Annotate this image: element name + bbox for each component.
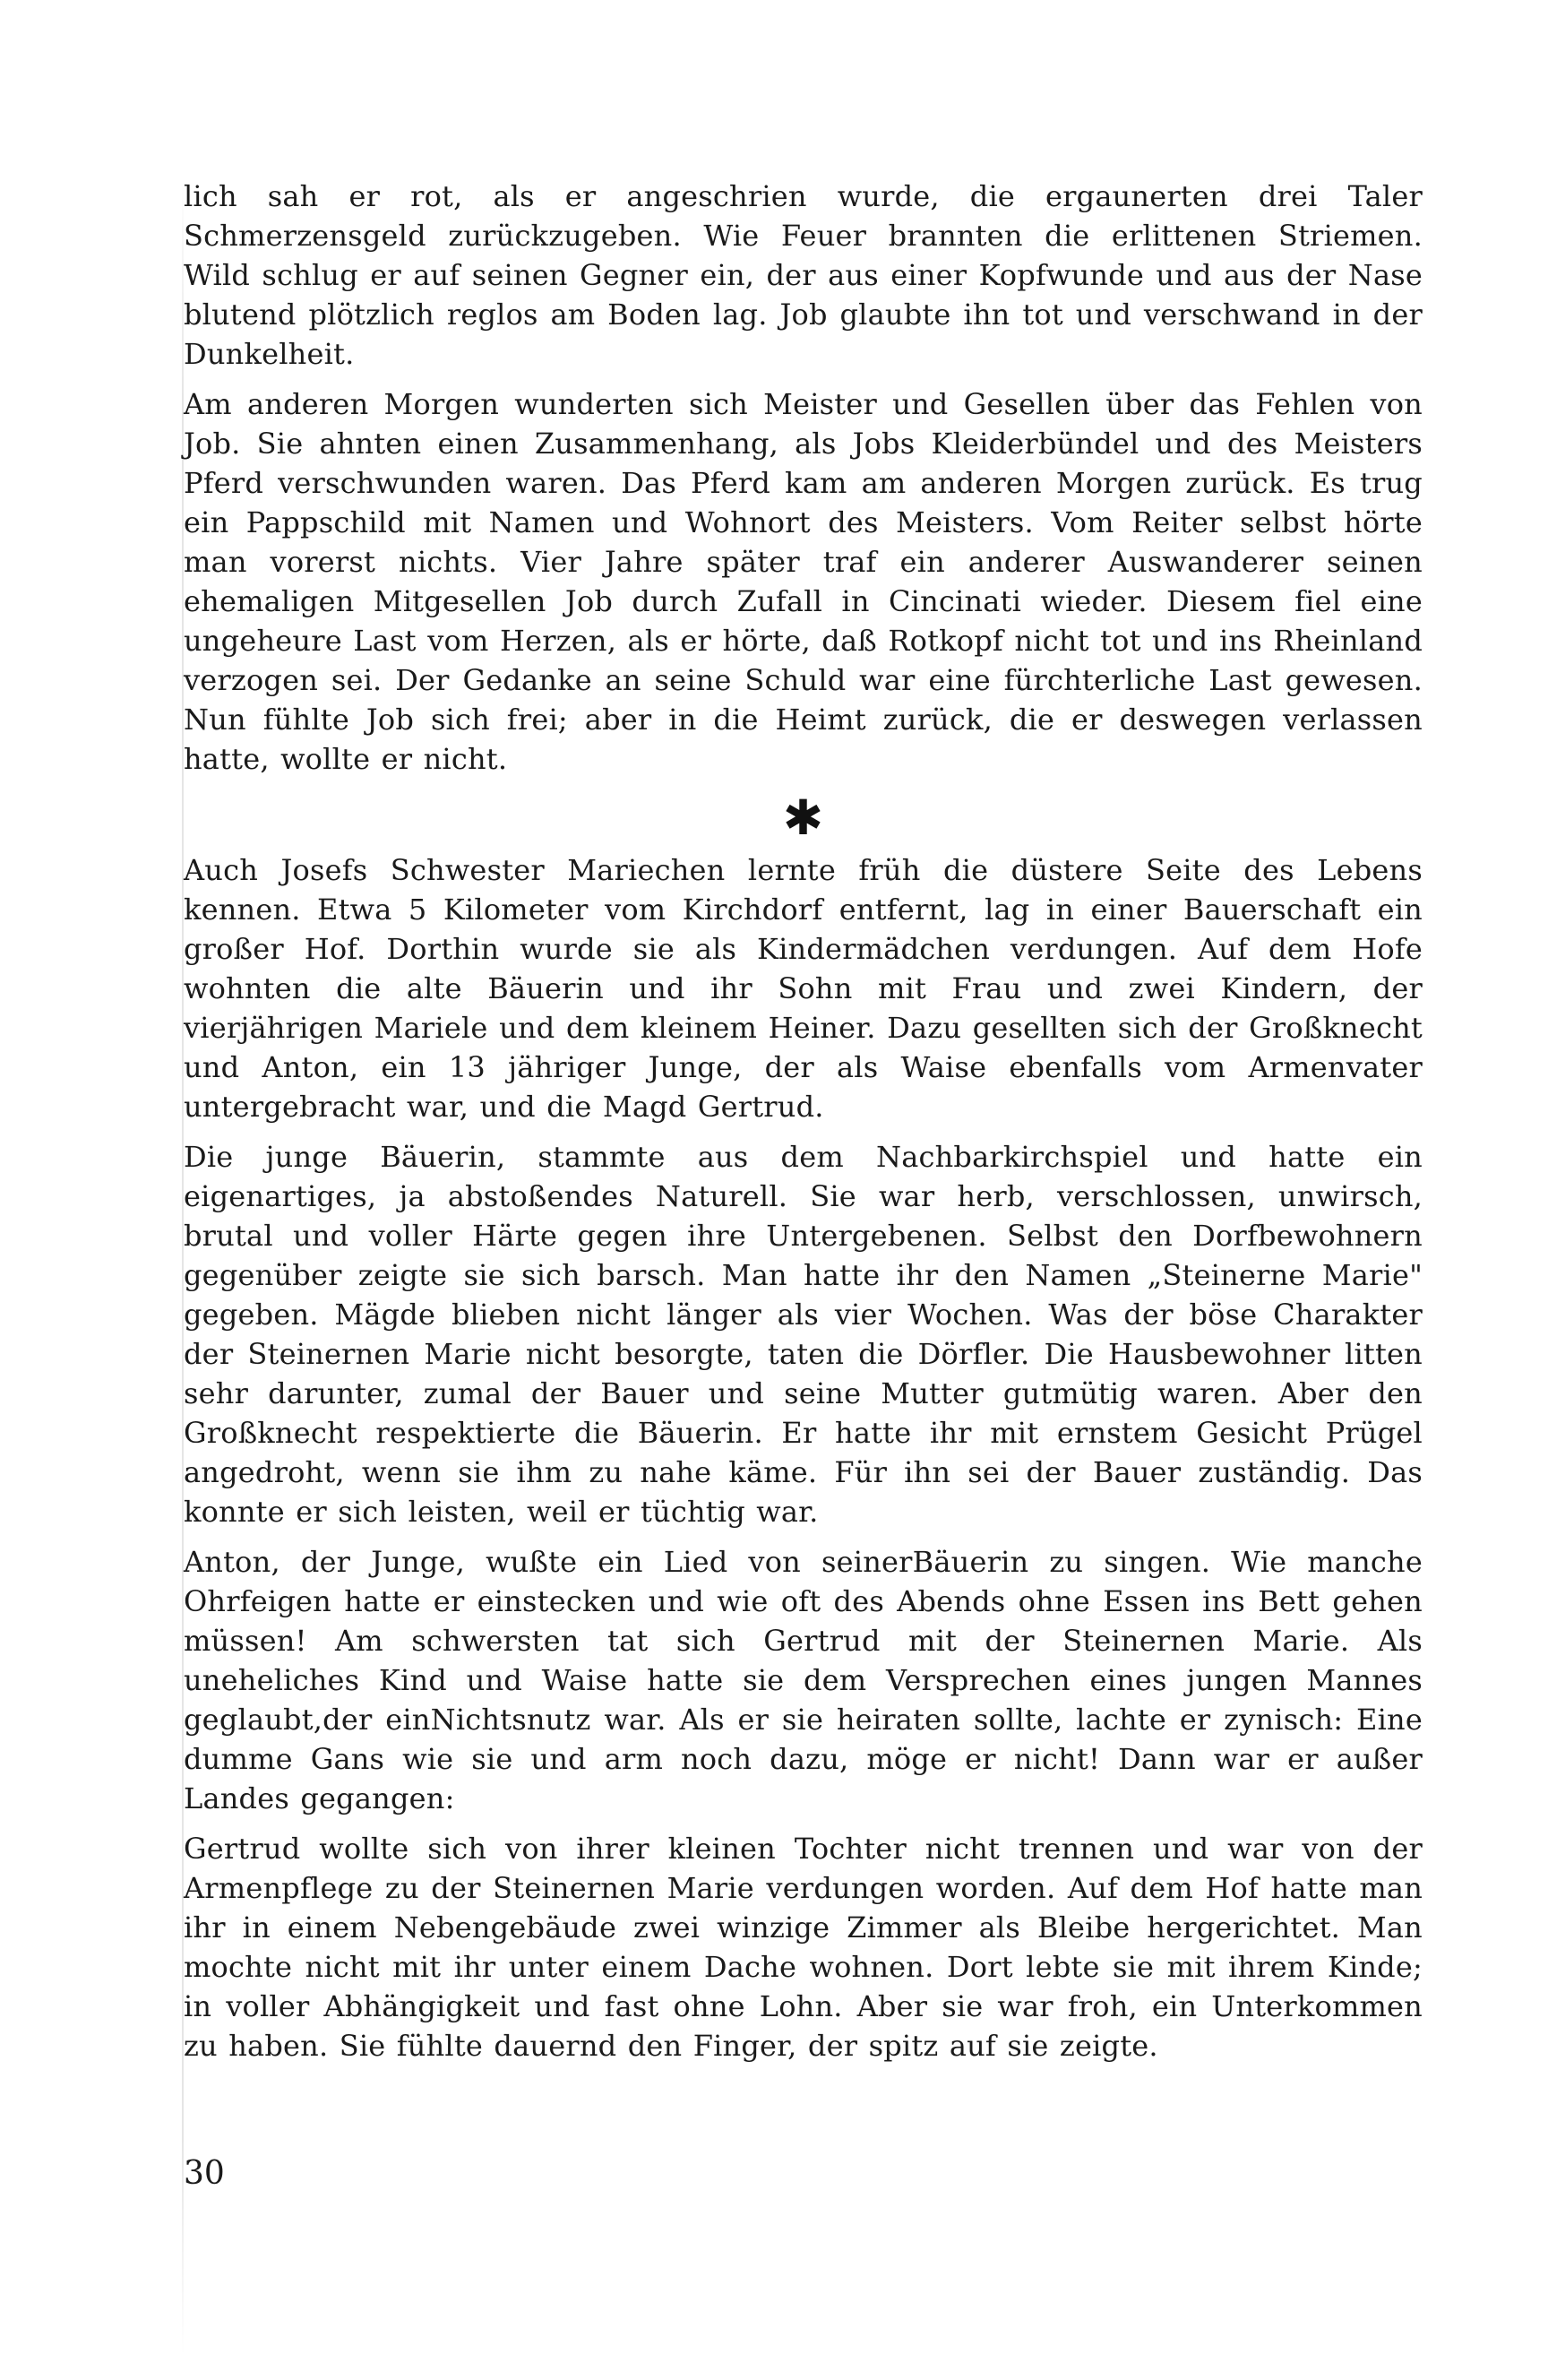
paragraph-5: Anton, der Junge, wußte ein Lied von seinerBäuerin zu singen. Wie manche Ohrfeigen hatte er einstecken und wie oft des Abends ohne Essen ins Bett gehen müssen! Am schwersten tat sich Gertrud mit der Steinernen Marie. Als uneheliches Kind und Waise hatte sie dem Versprechen eines jungen Mannes geglaubt,der einNichtsnutz war. Als er sie heiraten sollte, lachte er zynisch: Eine dumme Gans wie sie und arm noch dazu, möge er nicht! Dann war er außer Landes gegangen:	[184, 1545, 1423, 1815]
paragraph-2: Am anderen Morgen wunderten sich Meister und Gesellen über das Fehlen von Job. Sie ahnten einen Zusammenhang, als Jobs Kleiderbündel und des Meisters Pferd verschwunden waren. Das Pferd kam am anderen Morgen zurück. Es trug ein Pappschild mit Namen und Wohnort des Meisters. Vom Reiter selbst hörte man vorerst nichts. Vier Jahre später traf ein anderer Auswanderer seinen ehemaligen Mitgesellen Job durch Zufall in Cincinati wieder. Diesem fiel eine ungeheure Last vom Herzen, als er hörte, daß Rotkopf nicht tot und ins Rheinland verzogen sei. Der Gedanke an seine Schuld war eine fürchterliche Last gewesen. Nun fühlte Job sich frei; aber in die Heimt zurück, die er deswegen verlassen hatte, wollte er nicht.	[184, 387, 1423, 776]
page-number: 30	[184, 2155, 225, 2192]
paragraph-6: Gertrud wollte sich von ihrer kleinen Tochter nicht trennen und war von der Armenpflege zu der Steinernen Marie verdungen worden. Auf dem Hof hatte man ihr in einem Nebengebäude zwei winzige Zimmer als Bleibe hergerichtet. Man mochte nicht mit ihr unter einem Dache wohnen. Dort lebte sie mit ihrem Kinde; in voller Abhängigkeit und fast ohne Lohn. Aber sie war froh, ein Unterkommen zu haben. Sie fühlte dauernd den Finger, der spitz auf sie zeigte.	[184, 1832, 1423, 2063]
section-separator-asterisk: ✱	[782, 789, 824, 846]
text-body	[184, 177, 1423, 2065]
paragraph-1: lich sah er rot, als er angeschrien wurde, die ergaunerten drei Taler Schmerzensgeld zurückzugeben. Wie Feuer brannten die erlittenen Striemen. Wild schlug er auf seinen Gegner ein, der aus einer Kopfwunde und aus der Nase blutend plötzlich reglos am Boden lag. Job glaubte ihn tot und verschwand in der Dunkelheit.	[184, 179, 1423, 371]
paragraph-3: Auch Josefs Schwester Mariechen lernte früh die düstere Seite des Lebens kennen. Etwa 5 Kilometer vom Kirchdorf entfernt, lag in einer Bauerschaft ein großer Hof. Dorthin wurde sie als Kindermädchen verdungen. Auf dem Hofe wohnten die alte Bäuerin und ihr Sohn mit Frau und zwei Kindern, der vierjährigen Mariele und dem kleinem Heiner. Dazu gesellten sich der Großknecht und Anton, ein 13 jähriger Junge, der als Waise ebenfalls vom Armenvater untergebracht war, und die Magd Gertrud.	[184, 853, 1423, 1124]
paragraph-4: Die junge Bäuerin, stammte aus dem Nachbarkirchspiel und hatte ein eigenartiges, ja abstoßendes Naturell. Sie war herb, verschlossen, unwirsch, brutal und voller Härte gegen ihre Untergebenen. Selbst den Dorfbewohnern gegenüber zeigte sie sich barsch. Man hatte ihr den Namen „Steinerne Marie" gegeben. Mägde blieben nicht länger als vier Wochen. Was der böse Charakter der Steinernen Marie nicht besorgte, taten die Dörfler. Die Hausbewohner litten sehr darunter, zumal der Bauer und seine Mutter gutmütig waren. Aber den Großknecht respektierte die Bäuerin. Er hatte ihr mit ernstem Gesicht Prügel angedroht, wenn sie ihm zu nahe käme. Für ihn sei der Bauer zuständig. Das konnte er sich leisten, weil er tüchtig war.	[184, 1140, 1423, 1529]
